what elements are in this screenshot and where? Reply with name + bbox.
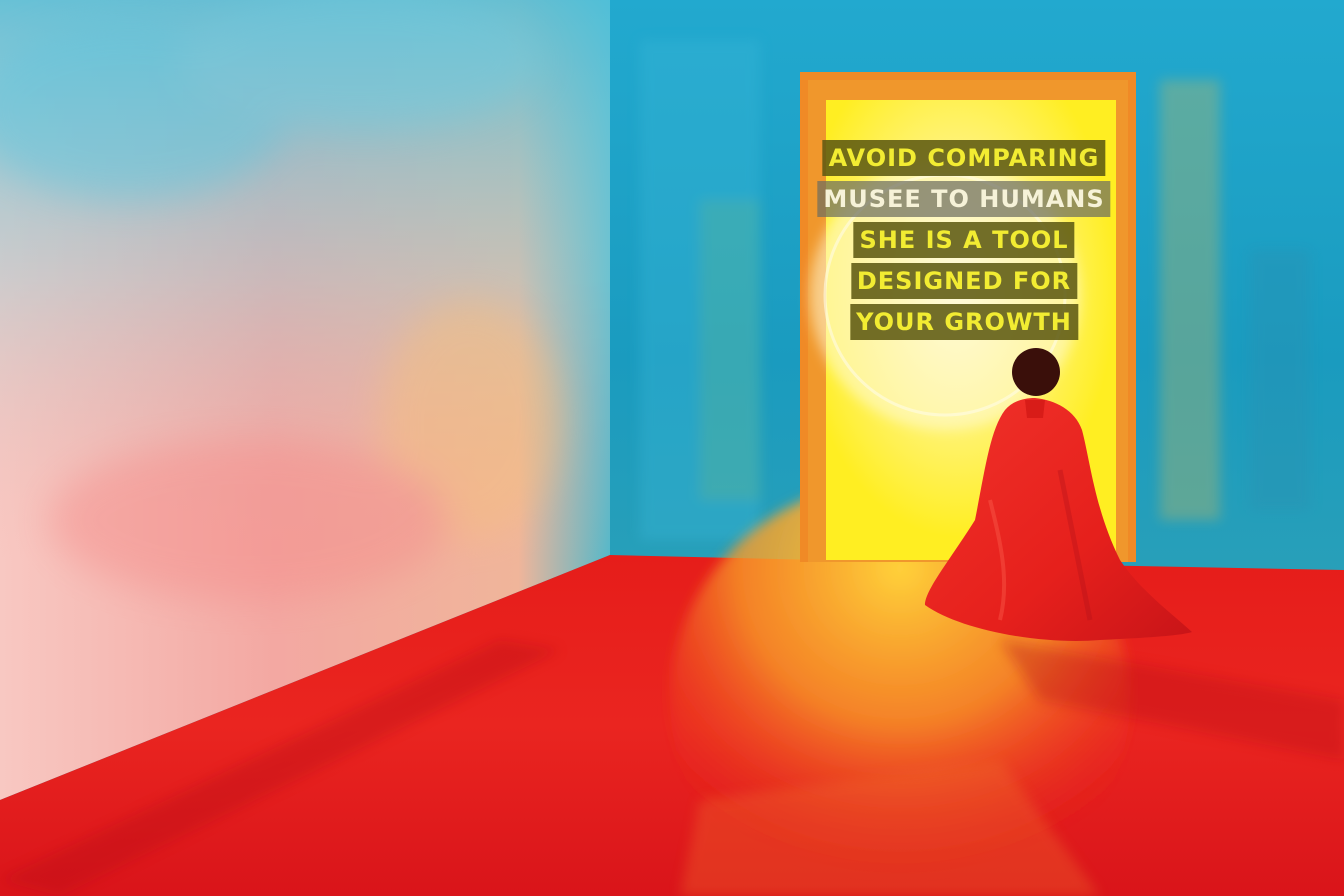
caption-line-5: YOUR GROWTH [850, 304, 1078, 340]
caption-line-4: DESIGNED FOR [851, 263, 1077, 299]
caption-overlay [817, 140, 1110, 345]
figure-hair [1012, 348, 1060, 396]
caption-line-3: SHE IS A TOOL [853, 222, 1074, 258]
caption-line-1: AVOID COMPARING [823, 140, 1106, 176]
caption-line-2: MUSEE TO HUMANS [817, 181, 1110, 217]
